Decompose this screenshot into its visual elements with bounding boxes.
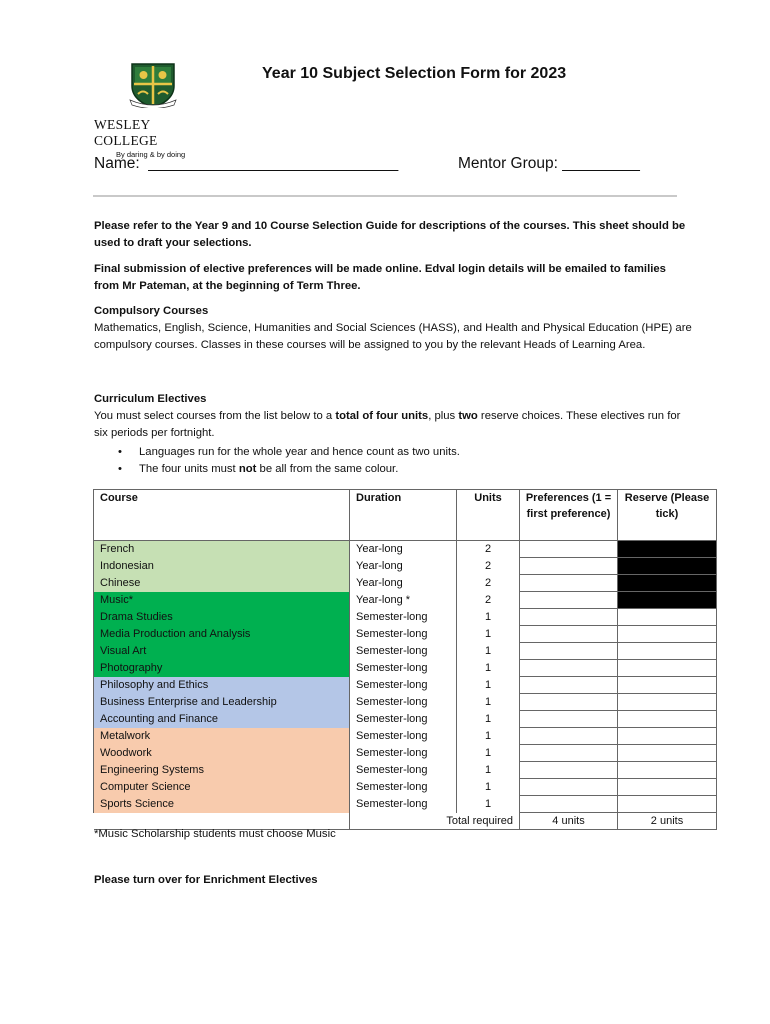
table-row [94,558,717,575]
course-cell: Engineering Systems [94,762,350,779]
preference-input-cell[interactable] [520,575,618,592]
college-motto: By daring & by doing [116,150,186,159]
total-label: Total required [350,813,520,830]
duration-cell: Semester-long [350,609,457,626]
preference-input-cell[interactable] [520,541,618,558]
page-title: Year 10 Subject Selection Form for 2023 [262,65,567,82]
intro-paragraph-2: Final submission of elective preferences will be made online. Edval login details will be emailed to families from Mr Pateman, at the beginning of Term Three. [94,263,666,292]
electives-table [93,489,717,830]
reserve-tick-cell[interactable] [618,745,717,762]
electives-rules-list [118,444,460,478]
course-cell: Indonesian [94,558,350,575]
units-cell: 2 [457,541,520,558]
course-cell: Drama Studies [94,609,350,626]
reserve-tick-cell[interactable] [618,660,717,677]
total-preferences: 4 units [520,813,618,830]
electives-text-part: , plus [428,410,459,422]
course-cell: Woodwork [94,745,350,762]
table-row [94,796,717,813]
table-row [94,541,717,558]
course-cell: Visual Art [94,643,350,660]
course-cell: Media Production and Analysis [94,626,350,643]
duration-cell: Year-long [350,575,457,592]
preference-input-cell[interactable] [520,626,618,643]
bullet-text: be all from the same colour. [256,463,399,475]
table-row [94,711,717,728]
preference-input-cell[interactable] [520,660,618,677]
duration-cell: Semester-long [350,796,457,813]
reserve-tick-cell[interactable] [618,762,717,779]
preference-input-cell[interactable] [520,677,618,694]
header-preferences: Preferences (1 = first preference) [520,490,618,541]
list-item [118,461,460,478]
preference-input-cell[interactable] [520,745,618,762]
course-cell: Chinese [94,575,350,592]
preference-input-cell[interactable] [520,694,618,711]
reserve-tick-cell[interactable] [618,728,717,745]
table-row [94,728,717,745]
header-duration: Duration [350,490,457,541]
units-cell: 1 [457,779,520,796]
name-blank[interactable]: _____________________________ [148,155,399,172]
preference-input-cell[interactable] [520,779,618,796]
reserve-blocked-cell [618,575,717,592]
units-cell: 1 [457,711,520,728]
bullet-emphasis: not [238,463,257,475]
table-row [94,779,717,796]
units-cell: 2 [457,592,520,609]
duration-cell: Semester-long [350,728,457,745]
college-logo [92,60,217,159]
table-header-row [94,490,717,541]
table-total-row [94,813,717,830]
course-cell: Metalwork [94,728,350,745]
preference-input-cell[interactable] [520,643,618,660]
electives-heading: Curriculum Electives [94,393,207,405]
reserve-tick-cell[interactable] [618,694,717,711]
duration-cell: Semester-long [350,711,457,728]
course-cell: Computer Science [94,779,350,796]
electives-text-part: reserve choices. These electives run for six periods per fortnight. [94,410,681,439]
header-course: Course [94,490,350,541]
course-cell: French [94,541,350,558]
reserve-tick-cell[interactable] [618,609,717,626]
duration-cell: Semester-long [350,779,457,796]
units-cell: 1 [457,626,520,643]
preference-input-cell[interactable] [520,711,618,728]
table-row [94,609,717,626]
electives-text-emphasis: total of four units [335,410,429,422]
units-cell: 1 [457,677,520,694]
compulsory-heading: Compulsory Courses [94,305,209,317]
reserve-blocked-cell [618,592,717,609]
electives-text [94,408,694,442]
course-cell: Music* [94,592,350,609]
reserve-tick-cell[interactable] [618,796,717,813]
total-spacer [94,813,350,830]
preference-input-cell[interactable] [520,796,618,813]
preference-input-cell[interactable] [520,609,618,626]
table-body [94,541,717,813]
electives-text-part: You must select courses from the list below to a [94,410,336,422]
units-cell: 1 [457,609,520,626]
preference-input-cell[interactable] [520,728,618,745]
list-item [118,444,460,461]
table-row [94,660,717,677]
duration-cell: Semester-long [350,643,457,660]
reserve-blocked-cell [618,541,717,558]
footnote: *Music Scholarship students must choose Music [94,828,336,840]
total-reserve: 2 units [618,813,717,830]
course-cell: Photography [94,660,350,677]
turn-over-note: Please turn over for Enrichment Electives [94,874,318,886]
header-units: Units [457,490,520,541]
table-row [94,762,717,779]
duration-cell: Semester-long [350,745,457,762]
table-row [94,592,717,609]
preference-input-cell[interactable] [520,762,618,779]
duration-cell: Semester-long [350,762,457,779]
college-name: WESLEY COLLEGE [94,117,158,148]
units-cell: 1 [457,660,520,677]
course-cell: Business Enterprise and Leadership [94,694,350,711]
mentor-group-blank[interactable]: _________ [562,155,640,172]
course-cell: Accounting and Finance [94,711,350,728]
reserve-tick-cell[interactable] [618,677,717,694]
preference-input-cell[interactable] [520,558,618,575]
duration-cell: Year-long * [350,592,457,609]
divider [93,195,677,197]
compulsory-text: Mathematics, English, Science, Humanities and Social Sciences (HASS), and Health and Physical Education (HPE) are compulsory courses. Classes in these courses will be assigned to you by the relevant Heads of Learning Area. [94,322,692,351]
reserve-tick-cell[interactable] [618,711,717,728]
preference-input-cell[interactable] [520,592,618,609]
reserve-blocked-cell [618,558,717,575]
duration-cell: Semester-long [350,694,457,711]
name-label: Name: [94,155,140,172]
duration-cell: Semester-long [350,677,457,694]
intro-paragraph-1: Please refer to the Year 9 and 10 Course Selection Guide for descriptions of the courses. This sheet should be used to draft your selections. [94,220,686,249]
reserve-tick-cell[interactable] [618,643,717,660]
table-row [94,575,717,592]
units-cell: 1 [457,694,520,711]
duration-cell: Semester-long [350,660,457,677]
table-row [94,745,717,762]
college-crest-icon [128,60,178,108]
course-cell: Sports Science [94,796,350,813]
units-cell: 1 [457,643,520,660]
bullet-text: The four units must [139,463,239,475]
electives-text-emphasis: two [458,410,478,422]
units-cell: 1 [457,728,520,745]
reserve-tick-cell[interactable] [618,779,717,796]
course-cell: Philosophy and Ethics [94,677,350,694]
units-cell: 1 [457,796,520,813]
units-cell: 2 [457,558,520,575]
units-cell: 1 [457,745,520,762]
bullet-text: Languages run for the whole year and hence count as two units. [139,446,460,458]
table-row [94,626,717,643]
header-reserve: Reserve (Please tick) [618,490,717,541]
table-row [94,694,717,711]
duration-cell: Year-long [350,541,457,558]
table-row [94,643,717,660]
mentor-group-label: Mentor Group: [458,155,558,172]
duration-cell: Year-long [350,558,457,575]
units-cell: 2 [457,575,520,592]
table-row [94,677,717,694]
mentor-group-field[interactable] [458,155,640,173]
duration-cell: Semester-long [350,626,457,643]
units-cell: 1 [457,762,520,779]
reserve-tick-cell[interactable] [618,626,717,643]
name-field[interactable] [94,155,398,173]
